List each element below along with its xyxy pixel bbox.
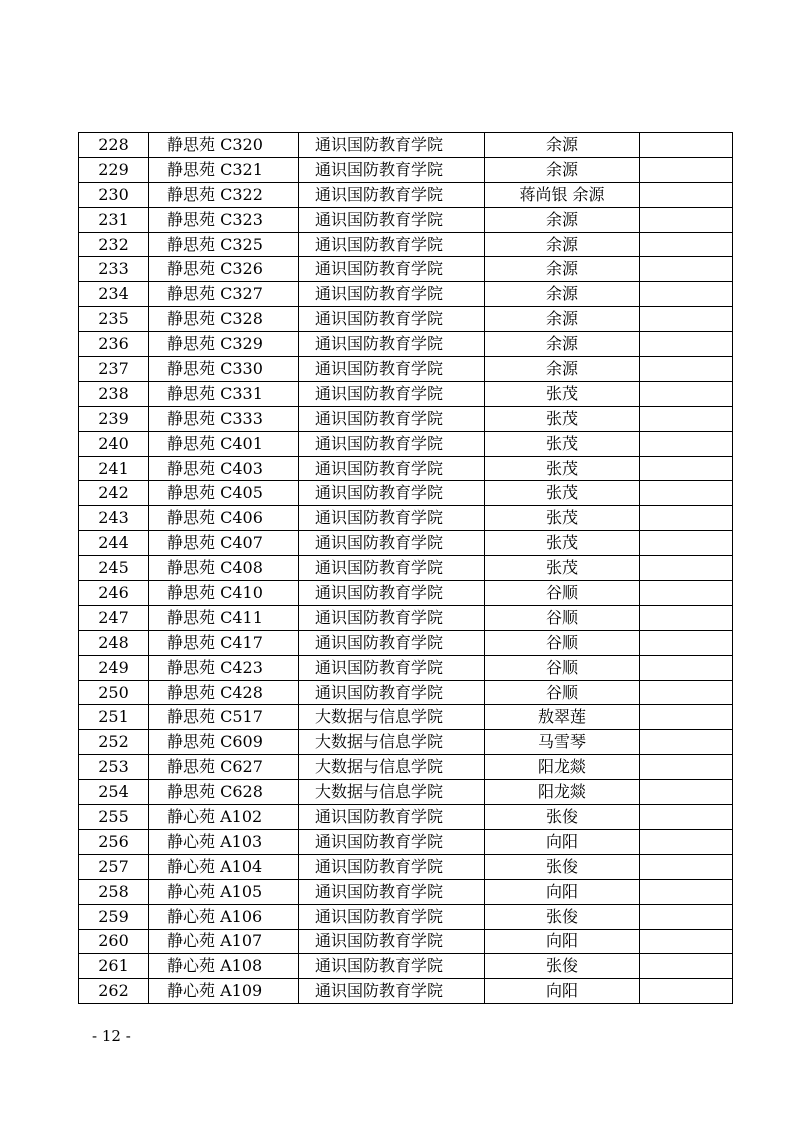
note-cell xyxy=(640,406,733,431)
college-cell: 大数据与信息学院 xyxy=(299,780,485,805)
row-number: 244 xyxy=(79,531,149,556)
person-cell: 张茂 xyxy=(485,456,640,481)
note-cell xyxy=(640,829,733,854)
note-cell xyxy=(640,581,733,606)
row-number: 254 xyxy=(79,780,149,805)
row-number: 243 xyxy=(79,506,149,531)
person-cell: 余源 xyxy=(485,257,640,282)
row-number: 238 xyxy=(79,381,149,406)
row-number: 229 xyxy=(79,157,149,182)
table-row xyxy=(79,680,733,705)
note-cell xyxy=(640,556,733,581)
room-cell: 静心苑 A105 xyxy=(149,879,299,904)
college-cell: 通识国防教育学院 xyxy=(299,282,485,307)
row-number: 249 xyxy=(79,655,149,680)
table-row xyxy=(79,531,733,556)
row-number: 242 xyxy=(79,481,149,506)
college-cell: 通识国防教育学院 xyxy=(299,406,485,431)
person-cell: 谷顺 xyxy=(485,630,640,655)
row-number: 262 xyxy=(79,979,149,1004)
note-cell xyxy=(640,680,733,705)
table-row xyxy=(79,257,733,282)
college-cell: 通识国防教育学院 xyxy=(299,979,485,1004)
row-number: 232 xyxy=(79,232,149,257)
room-cell: 静思苑 C403 xyxy=(149,456,299,481)
table-row xyxy=(79,456,733,481)
row-number: 252 xyxy=(79,730,149,755)
person-cell: 谷顺 xyxy=(485,581,640,606)
college-cell: 通识国防教育学院 xyxy=(299,630,485,655)
table-row xyxy=(79,805,733,830)
room-cell: 静思苑 C323 xyxy=(149,207,299,232)
note-cell xyxy=(640,531,733,556)
college-cell: 大数据与信息学院 xyxy=(299,705,485,730)
table-body xyxy=(79,133,733,1004)
table-row xyxy=(79,431,733,456)
note-cell xyxy=(640,357,733,382)
person-cell: 张茂 xyxy=(485,531,640,556)
row-number: 246 xyxy=(79,581,149,606)
table-row xyxy=(79,381,733,406)
person-cell: 阳龙燚 xyxy=(485,755,640,780)
table-row xyxy=(79,182,733,207)
college-cell: 通识国防教育学院 xyxy=(299,357,485,382)
row-number: 230 xyxy=(79,182,149,207)
note-cell xyxy=(640,133,733,158)
row-number: 256 xyxy=(79,829,149,854)
room-cell: 静思苑 C410 xyxy=(149,581,299,606)
table-row xyxy=(79,481,733,506)
college-cell: 通识国防教育学院 xyxy=(299,680,485,705)
table-row xyxy=(79,730,733,755)
note-cell xyxy=(640,879,733,904)
row-number: 235 xyxy=(79,307,149,332)
row-number: 253 xyxy=(79,755,149,780)
college-cell: 大数据与信息学院 xyxy=(299,755,485,780)
person-cell: 向阳 xyxy=(485,879,640,904)
note-cell xyxy=(640,655,733,680)
room-cell: 静思苑 C428 xyxy=(149,680,299,705)
person-cell: 阳龙燚 xyxy=(485,780,640,805)
table-row xyxy=(79,780,733,805)
room-cell: 静思苑 C406 xyxy=(149,506,299,531)
table-row xyxy=(79,755,733,780)
table-row xyxy=(79,954,733,979)
table-row xyxy=(79,581,733,606)
table-row xyxy=(79,282,733,307)
person-cell: 向阳 xyxy=(485,979,640,1004)
room-cell: 静思苑 C329 xyxy=(149,332,299,357)
note-cell xyxy=(640,232,733,257)
college-cell: 通识国防教育学院 xyxy=(299,805,485,830)
college-cell: 通识国防教育学院 xyxy=(299,904,485,929)
row-number: 259 xyxy=(79,904,149,929)
note-cell xyxy=(640,755,733,780)
person-cell: 余源 xyxy=(485,133,640,158)
table-row xyxy=(79,307,733,332)
page-number: - 12 - xyxy=(92,1027,131,1045)
room-assignment-table xyxy=(78,132,733,1004)
row-number: 250 xyxy=(79,680,149,705)
room-cell: 静思苑 C401 xyxy=(149,431,299,456)
person-cell: 余源 xyxy=(485,307,640,332)
person-cell: 谷顺 xyxy=(485,605,640,630)
row-number: 236 xyxy=(79,332,149,357)
person-cell: 张茂 xyxy=(485,431,640,456)
room-cell: 静思苑 C628 xyxy=(149,780,299,805)
person-cell: 张茂 xyxy=(485,406,640,431)
college-cell: 通识国防教育学院 xyxy=(299,531,485,556)
row-number: 245 xyxy=(79,556,149,581)
note-cell xyxy=(640,705,733,730)
row-number: 248 xyxy=(79,630,149,655)
person-cell: 谷顺 xyxy=(485,680,640,705)
college-cell: 通识国防教育学院 xyxy=(299,605,485,630)
room-cell: 静思苑 C320 xyxy=(149,133,299,158)
person-cell: 敖翠莲 xyxy=(485,705,640,730)
row-number: 231 xyxy=(79,207,149,232)
person-cell: 张俊 xyxy=(485,904,640,929)
room-cell: 静思苑 C517 xyxy=(149,705,299,730)
room-cell: 静思苑 C417 xyxy=(149,630,299,655)
room-cell: 静心苑 A107 xyxy=(149,929,299,954)
person-cell: 张茂 xyxy=(485,481,640,506)
college-cell: 通识国防教育学院 xyxy=(299,829,485,854)
note-cell xyxy=(640,481,733,506)
room-cell: 静思苑 C321 xyxy=(149,157,299,182)
note-cell xyxy=(640,282,733,307)
row-number: 261 xyxy=(79,954,149,979)
row-number: 260 xyxy=(79,929,149,954)
person-cell: 余源 xyxy=(485,357,640,382)
room-cell: 静心苑 A102 xyxy=(149,805,299,830)
college-cell: 通识国防教育学院 xyxy=(299,929,485,954)
room-cell: 静思苑 C328 xyxy=(149,307,299,332)
note-cell xyxy=(640,979,733,1004)
row-number: 257 xyxy=(79,854,149,879)
person-cell: 余源 xyxy=(485,232,640,257)
table-row xyxy=(79,705,733,730)
note-cell xyxy=(640,630,733,655)
person-cell: 张茂 xyxy=(485,381,640,406)
row-number: 234 xyxy=(79,282,149,307)
room-cell: 静思苑 C407 xyxy=(149,531,299,556)
table-row xyxy=(79,157,733,182)
person-cell: 张俊 xyxy=(485,854,640,879)
table-row xyxy=(79,630,733,655)
college-cell: 通识国防教育学院 xyxy=(299,157,485,182)
note-cell xyxy=(640,780,733,805)
person-cell: 张茂 xyxy=(485,556,640,581)
room-cell: 静心苑 A103 xyxy=(149,829,299,854)
college-cell: 通识国防教育学院 xyxy=(299,182,485,207)
room-cell: 静思苑 C411 xyxy=(149,605,299,630)
room-cell: 静思苑 C405 xyxy=(149,481,299,506)
person-cell: 余源 xyxy=(485,207,640,232)
person-cell: 向阳 xyxy=(485,829,640,854)
room-cell: 静思苑 C627 xyxy=(149,755,299,780)
college-cell: 大数据与信息学院 xyxy=(299,730,485,755)
row-number: 241 xyxy=(79,456,149,481)
room-cell: 静思苑 C609 xyxy=(149,730,299,755)
note-cell xyxy=(640,207,733,232)
row-number: 247 xyxy=(79,605,149,630)
note-cell xyxy=(640,157,733,182)
row-number: 237 xyxy=(79,357,149,382)
room-cell: 静思苑 C423 xyxy=(149,655,299,680)
college-cell: 通识国防教育学院 xyxy=(299,655,485,680)
note-cell xyxy=(640,954,733,979)
college-cell: 通识国防教育学院 xyxy=(299,332,485,357)
row-number: 240 xyxy=(79,431,149,456)
room-cell: 静思苑 C325 xyxy=(149,232,299,257)
person-cell: 余源 xyxy=(485,332,640,357)
college-cell: 通识国防教育学院 xyxy=(299,133,485,158)
person-cell: 张茂 xyxy=(485,506,640,531)
row-number: 239 xyxy=(79,406,149,431)
note-cell xyxy=(640,332,733,357)
row-number: 251 xyxy=(79,705,149,730)
college-cell: 通识国防教育学院 xyxy=(299,307,485,332)
college-cell: 通识国防教育学院 xyxy=(299,854,485,879)
table-row xyxy=(79,406,733,431)
person-cell: 张俊 xyxy=(485,954,640,979)
college-cell: 通识国防教育学院 xyxy=(299,481,485,506)
college-cell: 通识国防教育学院 xyxy=(299,456,485,481)
person-cell: 蒋尚银 余源 xyxy=(485,182,640,207)
table-row xyxy=(79,332,733,357)
note-cell xyxy=(640,854,733,879)
row-number: 233 xyxy=(79,257,149,282)
table-row xyxy=(79,979,733,1004)
note-cell xyxy=(640,929,733,954)
table-row xyxy=(79,605,733,630)
room-cell: 静心苑 A109 xyxy=(149,979,299,1004)
college-cell: 通识国防教育学院 xyxy=(299,954,485,979)
note-cell xyxy=(640,431,733,456)
college-cell: 通识国防教育学院 xyxy=(299,506,485,531)
table-row xyxy=(79,879,733,904)
note-cell xyxy=(640,456,733,481)
note-cell xyxy=(640,805,733,830)
table-row xyxy=(79,232,733,257)
note-cell xyxy=(640,307,733,332)
room-cell: 静心苑 A104 xyxy=(149,854,299,879)
college-cell: 通识国防教育学院 xyxy=(299,556,485,581)
college-cell: 通识国防教育学院 xyxy=(299,381,485,406)
row-number: 258 xyxy=(79,879,149,904)
college-cell: 通识国防教育学院 xyxy=(299,431,485,456)
table-row xyxy=(79,207,733,232)
row-number: 255 xyxy=(79,805,149,830)
college-cell: 通识国防教育学院 xyxy=(299,581,485,606)
table-row xyxy=(79,829,733,854)
person-cell: 余源 xyxy=(485,157,640,182)
person-cell: 马雪琴 xyxy=(485,730,640,755)
note-cell xyxy=(640,605,733,630)
room-cell: 静心苑 A108 xyxy=(149,954,299,979)
table-row xyxy=(79,854,733,879)
college-cell: 通识国防教育学院 xyxy=(299,879,485,904)
room-cell: 静思苑 C327 xyxy=(149,282,299,307)
note-cell xyxy=(640,381,733,406)
college-cell: 通识国防教育学院 xyxy=(299,207,485,232)
college-cell: 通识国防教育学院 xyxy=(299,232,485,257)
note-cell xyxy=(640,506,733,531)
person-cell: 余源 xyxy=(485,282,640,307)
table-row xyxy=(79,904,733,929)
person-cell: 向阳 xyxy=(485,929,640,954)
room-cell: 静思苑 C408 xyxy=(149,556,299,581)
table-row xyxy=(79,357,733,382)
row-number: 228 xyxy=(79,133,149,158)
room-cell: 静思苑 C330 xyxy=(149,357,299,382)
person-cell: 谷顺 xyxy=(485,655,640,680)
room-cell: 静思苑 C333 xyxy=(149,406,299,431)
note-cell xyxy=(640,730,733,755)
college-cell: 通识国防教育学院 xyxy=(299,257,485,282)
note-cell xyxy=(640,182,733,207)
room-cell: 静思苑 C331 xyxy=(149,381,299,406)
note-cell xyxy=(640,257,733,282)
room-cell: 静思苑 C326 xyxy=(149,257,299,282)
table-row xyxy=(79,929,733,954)
table-row xyxy=(79,655,733,680)
room-cell: 静心苑 A106 xyxy=(149,904,299,929)
person-cell: 张俊 xyxy=(485,805,640,830)
note-cell xyxy=(640,904,733,929)
room-cell: 静思苑 C322 xyxy=(149,182,299,207)
table-row xyxy=(79,133,733,158)
table-row xyxy=(79,506,733,531)
table-row xyxy=(79,556,733,581)
